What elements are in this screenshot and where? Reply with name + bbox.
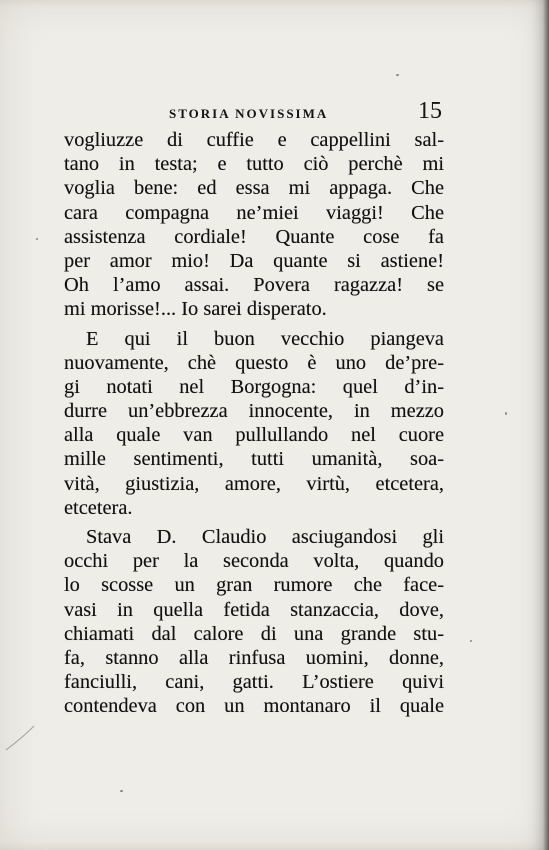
- text-line: assistenza cordiale! Quante cose fa: [64, 225, 444, 248]
- scan-speck: [36, 238, 38, 240]
- text-line: per amor mio! Da quante si astiene!: [64, 249, 444, 272]
- scan-speck: [505, 412, 507, 415]
- text-line: lo scosse un gran rumore che face-: [64, 574, 444, 597]
- page-header: [64, 100, 464, 128]
- text-line: contendeva con un montanaro il quale: [64, 695, 444, 718]
- text-line: gi notati nel Borgogna: quel d’in-: [64, 375, 444, 398]
- text-line: E qui il buon vecchio piangeva: [86, 327, 444, 350]
- text-line: fanciulli, cani, gatti. L’ostiere quivi: [64, 671, 444, 694]
- scan-speck: [120, 790, 123, 792]
- text-line: vasi in quella fetida stanzaccia, dove,: [64, 598, 444, 621]
- text-line: vogliuzze di cuffie e cappellini sal-: [64, 129, 444, 151]
- body-text: [64, 128, 444, 719]
- text-line: voglia bene: ed essa mi appaga. Che: [64, 177, 444, 200]
- running-head: STORIA NOVISSIMA: [169, 106, 329, 121]
- text-line: tano in testa; e tutto ciò perchè mi: [64, 153, 444, 176]
- text-line: Oh l’amo assai. Povera ragazza! se: [64, 274, 444, 297]
- text-line: etcetera.: [64, 496, 133, 519]
- text-line: mi morisse!... Io sarei disperato.: [64, 298, 327, 321]
- text-line: nuovamente, chè questo è uno de’pre-: [64, 351, 444, 374]
- page-edge-shadow: [543, 0, 549, 850]
- text-line: fa, stanno alla rinfusa uomini, donne,: [64, 646, 444, 669]
- text-line: chiamati dal calore di una grande stu-: [64, 622, 444, 645]
- text-line: vità, giustizia, amore, virtù, etcetera,: [64, 472, 444, 495]
- scan-speck: [396, 74, 399, 76]
- text-line: Stava D. Claudio asciugandosi gli: [86, 526, 444, 548]
- scan-speck: [470, 640, 472, 642]
- text-line: occhi per la seconda volta, quando: [64, 550, 444, 573]
- text-line: mille sentimenti, tutti umanità, soa-: [64, 448, 444, 471]
- text-line: cara compagna ne’miei viaggi! Che: [64, 201, 444, 224]
- text-line: alla quale van pullullando nel cuore: [64, 424, 444, 447]
- page-number: 15: [418, 98, 442, 124]
- scan-stroke-mark: [2, 720, 38, 756]
- text-line: durre un’ebbrezza innocente, in mezzo: [64, 400, 444, 423]
